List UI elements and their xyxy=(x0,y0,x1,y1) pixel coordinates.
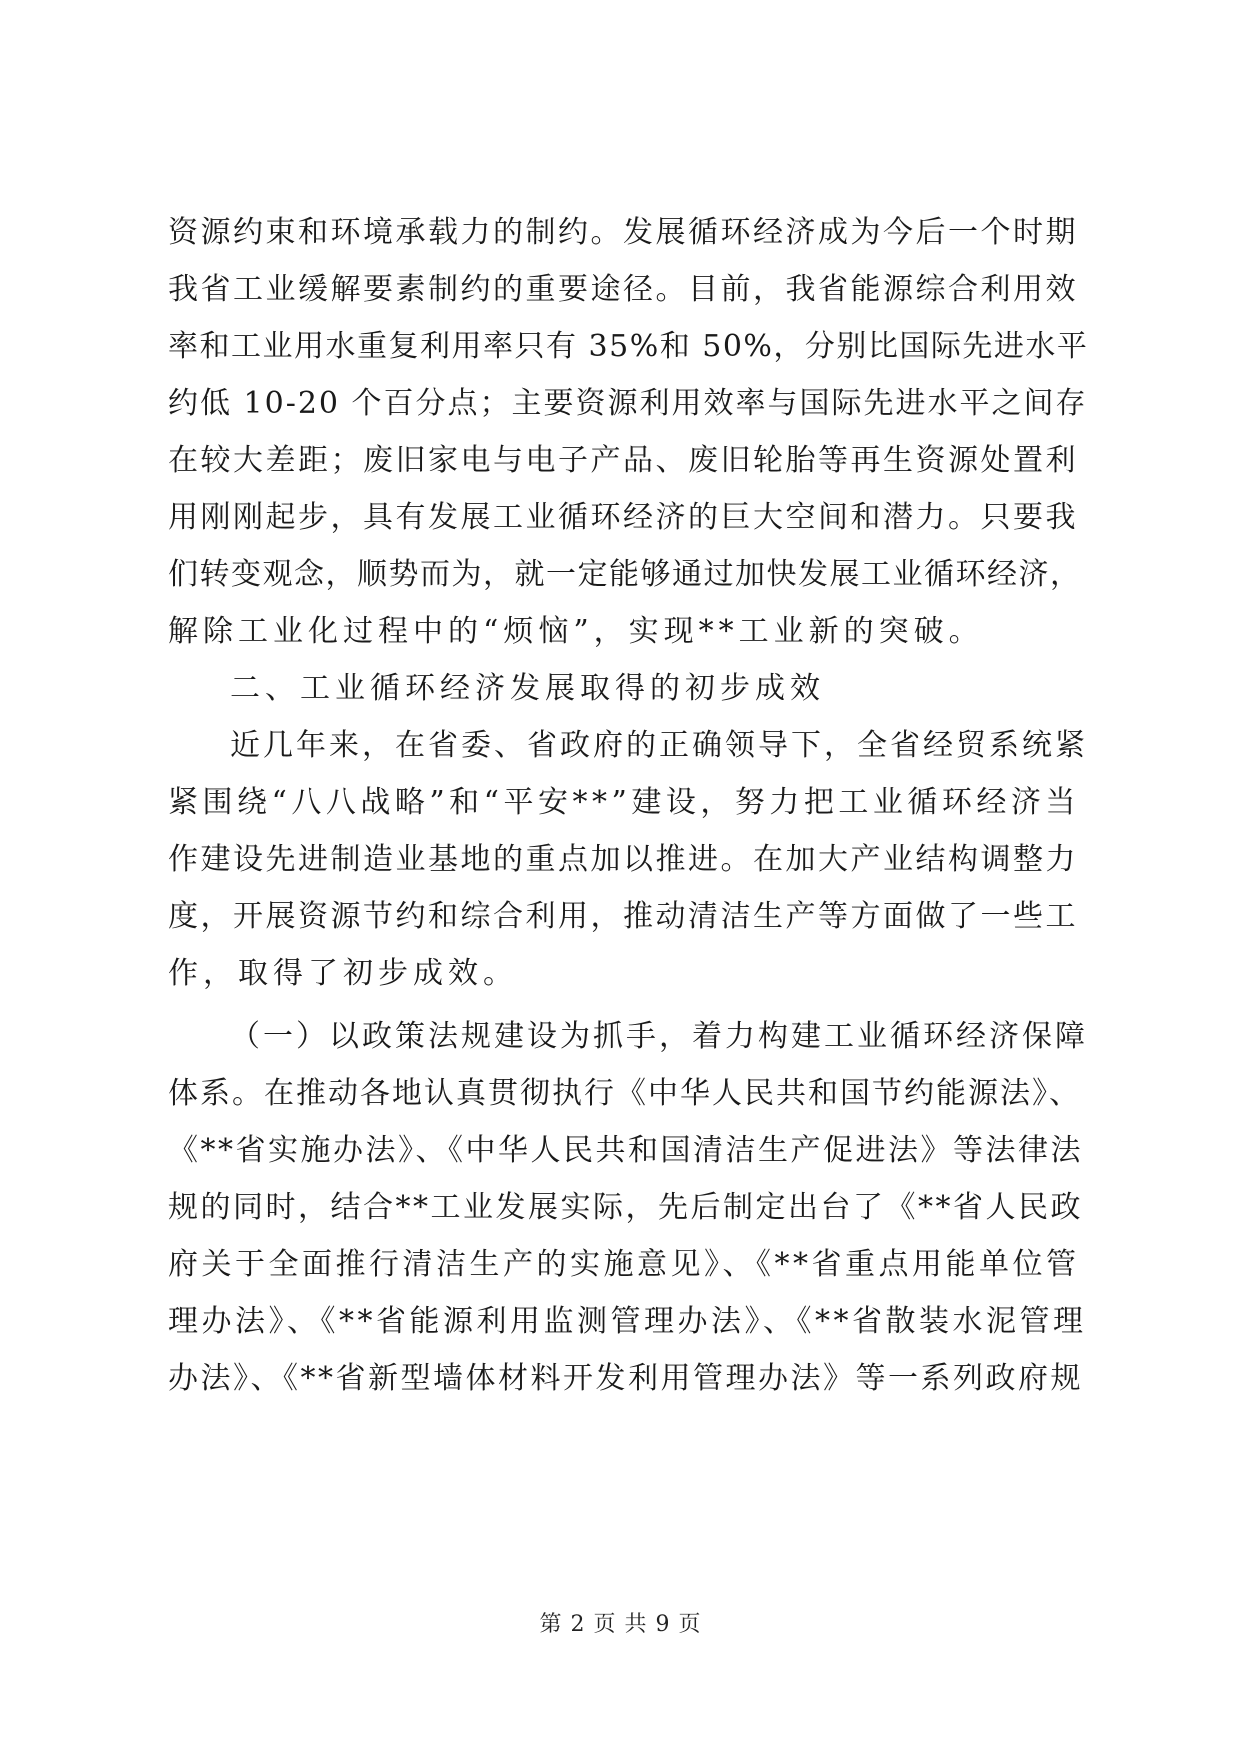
body-line-14: 作，取得了初步成效。 xyxy=(168,956,518,991)
subsection-line-15: （一）以政策法规建设为抓手，着力构建工业循环经济保障 xyxy=(230,1019,1088,1054)
body-line-11: 紧围绕“八八战略”和“平安**”建设，努力把工业循环经济当 xyxy=(168,785,1080,820)
body-line-1: 资源约束和环境承载力的制约。发展循环经济成为今后一个时期 xyxy=(168,215,1078,250)
body-line-17: 《**省实施办法》、《中华人民共和国清洁生产促进法》等法律法 xyxy=(168,1133,1083,1168)
body-line-4: 约低 10-20 个百分点；主要资源利用效率与国际先进水平之间存 xyxy=(168,386,1088,421)
section-heading: 二、工业循环经济发展取得的初步成效 xyxy=(230,671,825,706)
body-line-5: 在较大差距；废旧家电与电子产品、废旧轮胎等再生资源处置利 xyxy=(168,443,1078,478)
body-line-16: 体系。在推动各地认真贯彻执行《中华人民共和国节约能源法》、 xyxy=(168,1076,1081,1111)
body-line-21: 办法》、《**省新型墙体材料开发利用管理办法》等一系列政府规 xyxy=(168,1361,1083,1396)
body-line-20: 理办法》、《**省能源利用监测管理办法》、《**省散装水泥管理 xyxy=(168,1304,1087,1339)
body-line-7: 们转变观念，顺势而为，就一定能够通过加快发展工业循环经济， xyxy=(168,557,1082,592)
body-line-18: 规的同时，结合**工业发展实际，先后制定出台了《**省人民政 xyxy=(168,1190,1083,1225)
body-line-10: 近几年来，在省委、省政府的正确领导下，全省经贸系统紧 xyxy=(230,728,1088,763)
body-line-8: 解除工业化过程中的“烦恼”，实现**工业新的突破。 xyxy=(168,614,984,649)
body-line-2: 我省工业缓解要素制约的重要途径。目前，我省能源综合利用效 xyxy=(168,272,1078,307)
body-line-3: 率和工业用水重复利用率只有 35%和 50%，分别比国际先进水平 xyxy=(168,329,1089,364)
body-line-12: 作建设先进制造业基地的重点加以推进。在加大产业结构调整力 xyxy=(168,842,1078,877)
page-footer: 第 2 页 共 9 页 xyxy=(539,1612,702,1637)
body-line-6: 用刚刚起步，具有发展工业循环经济的巨大空间和潜力。只要我 xyxy=(168,500,1078,535)
body-line-19: 府关于全面推行清洁生产的实施意见》、《**省重点用能单位管 xyxy=(168,1247,1080,1282)
body-line-13: 度，开展资源节约和综合利用，推动清洁生产等方面做了一些工 xyxy=(168,899,1078,934)
